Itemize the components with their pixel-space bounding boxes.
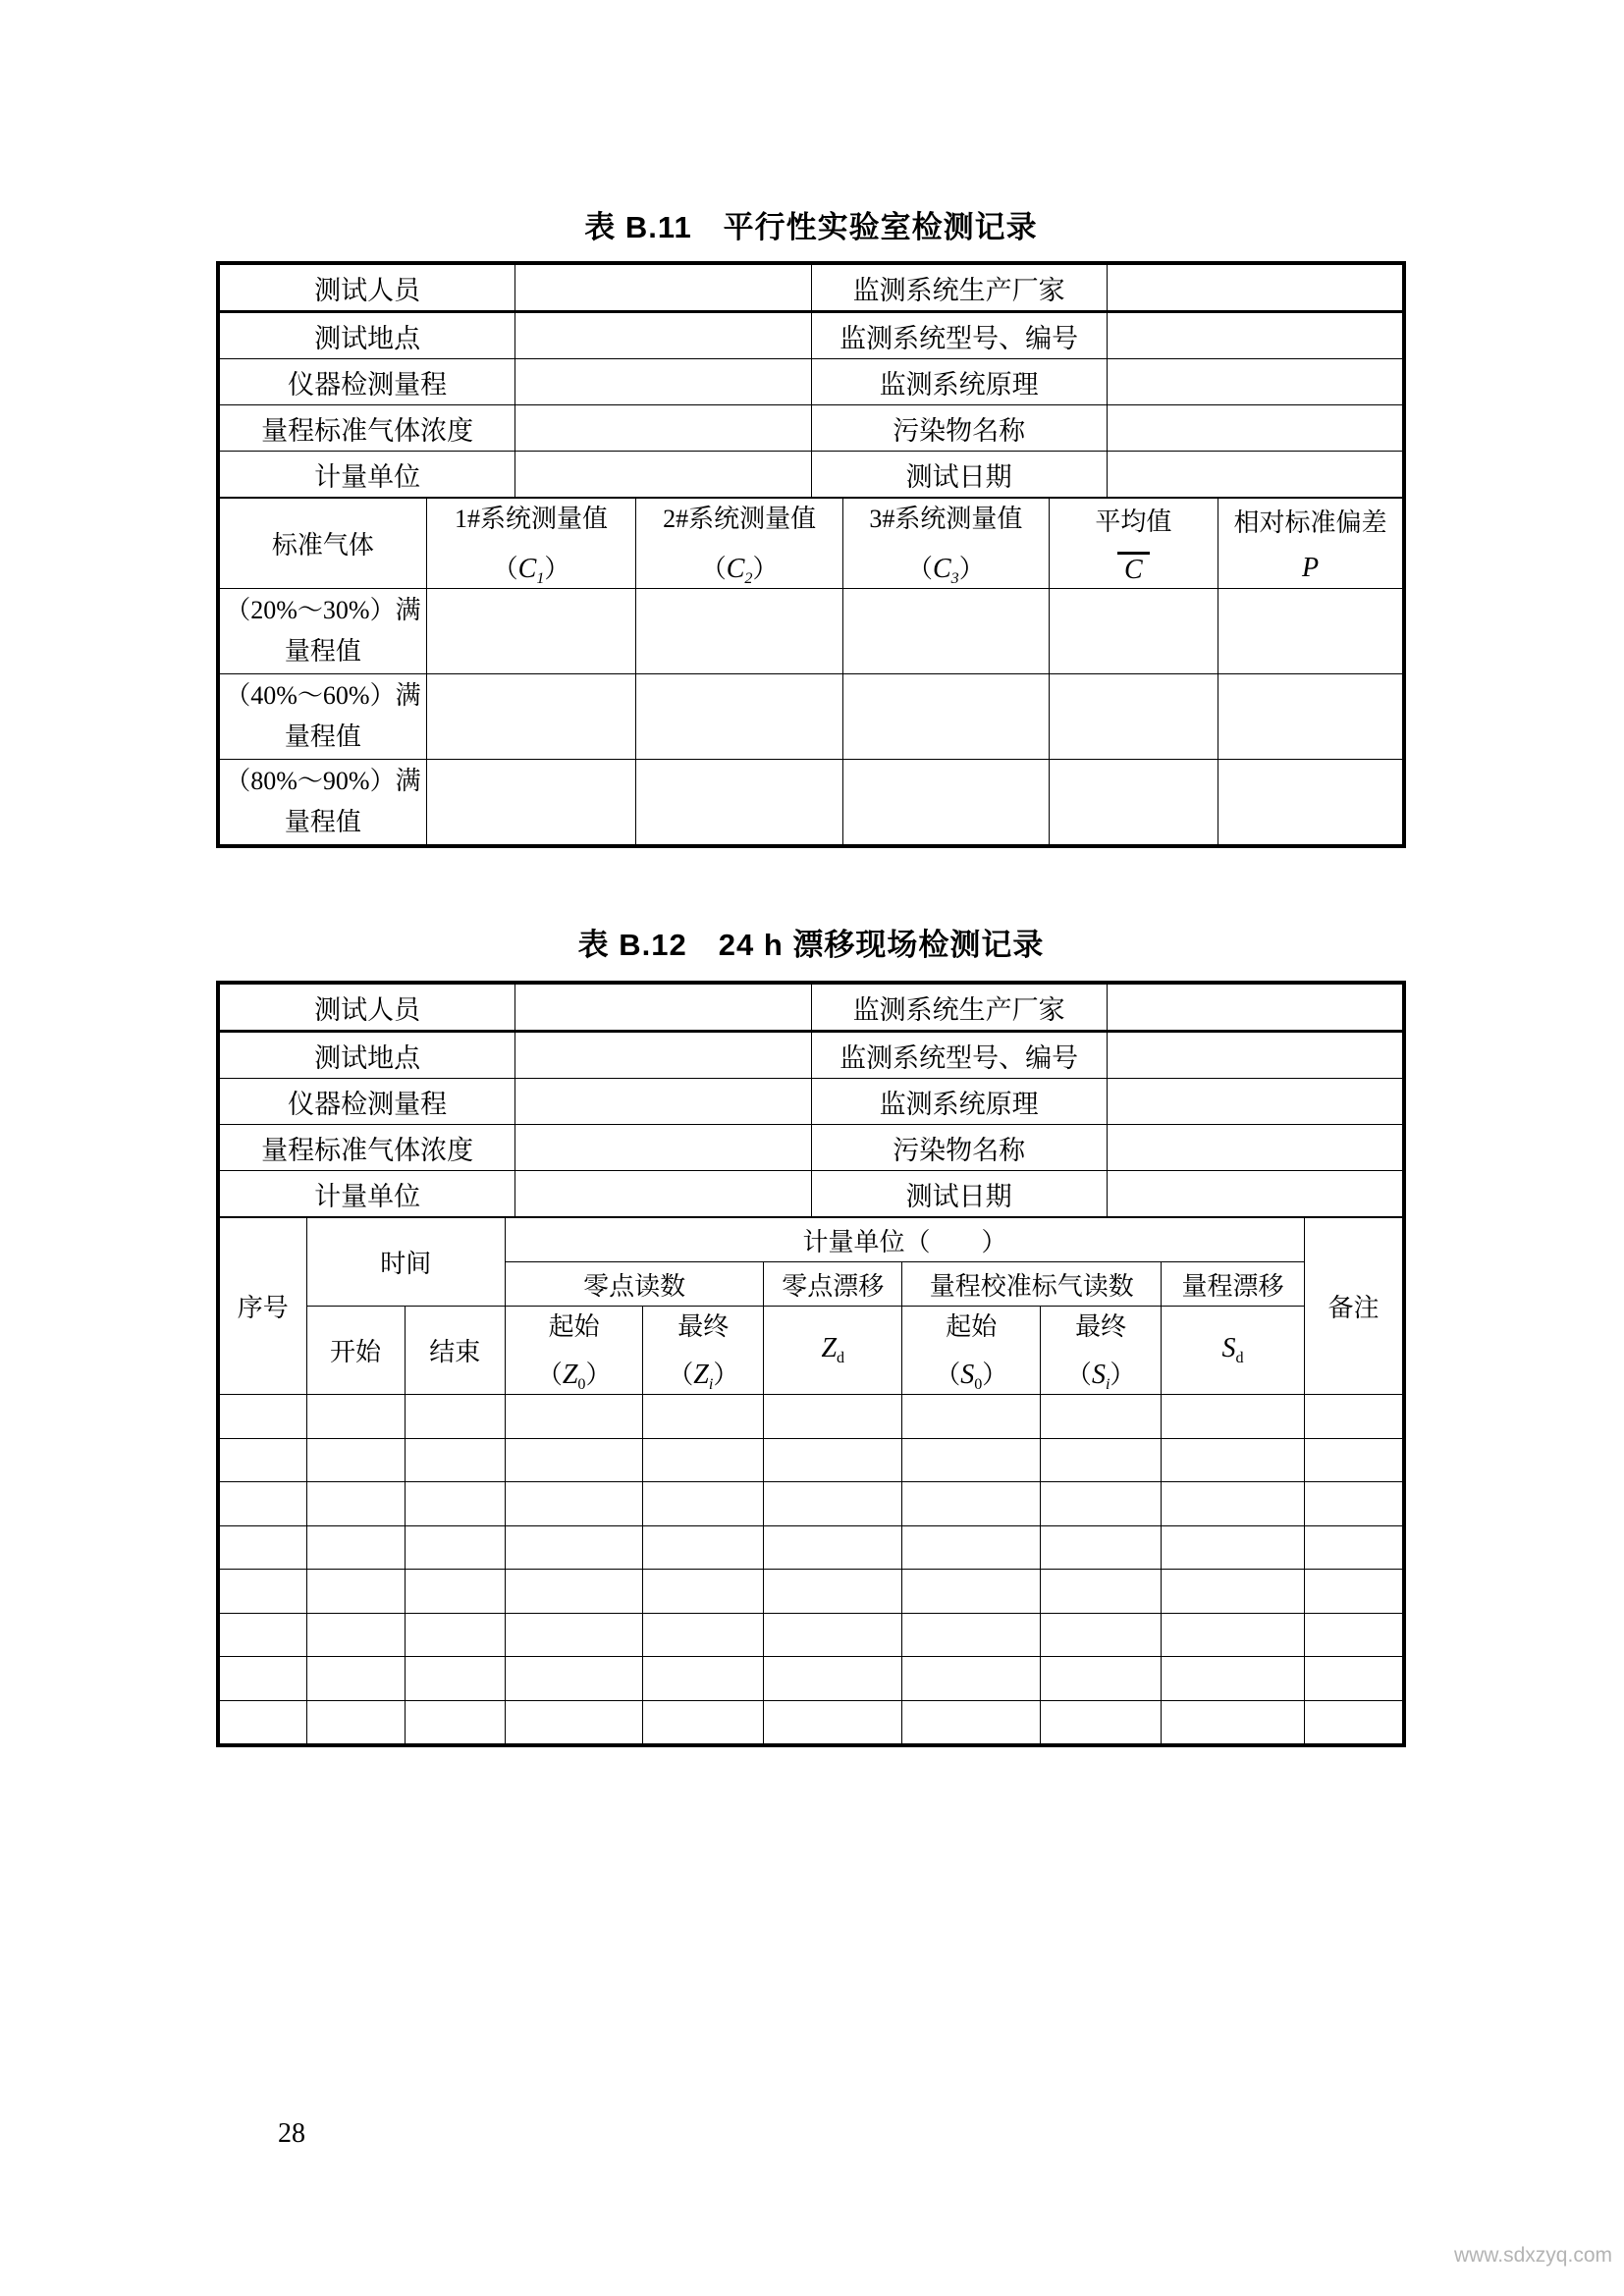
info-label: 测试日期 <box>811 1171 1107 1217</box>
table-row <box>220 1171 1403 1217</box>
header-average: 平均值 C <box>1049 499 1218 589</box>
data-cell <box>1304 1613 1402 1657</box>
data-cell <box>764 1395 902 1439</box>
header-relative-std-deviation: 相对标准偏差 P <box>1218 499 1403 589</box>
data-cell <box>1041 1525 1162 1570</box>
data-cell <box>220 1700 307 1744</box>
info-value-cell <box>1107 405 1402 452</box>
info-value-cell <box>1107 452 1402 498</box>
table-b11 <box>216 261 1406 848</box>
table-row <box>220 1570 1403 1614</box>
header-span-drift: 量程漂移 <box>1162 1262 1305 1307</box>
info-value-cell <box>1107 312 1402 359</box>
header-sys1-measured: 1#系统测量值 $(C_1)$ <box>426 499 635 589</box>
info-label: 监测系统型号、编号 <box>811 1032 1107 1079</box>
header-span-reading: 量程校准标气读数 <box>902 1262 1162 1307</box>
table-row <box>220 1613 1403 1657</box>
data-cell <box>405 1438 505 1482</box>
data-cell <box>1162 1570 1305 1614</box>
table-header-row <box>220 1307 1403 1395</box>
data-cell <box>764 1438 902 1482</box>
row-label-20-30-span: （20%～30%）满 量程值 <box>220 589 427 674</box>
data-cell <box>426 760 635 845</box>
header-sys3-measured: 3#系统测量值 $(C_3)$ <box>843 499 1050 589</box>
header-std-gas: 标准气体 <box>220 499 427 589</box>
data-cell <box>1304 1438 1402 1482</box>
table-row <box>220 452 1403 498</box>
data-cell <box>405 1482 505 1526</box>
data-cell <box>1218 674 1403 760</box>
data-cell <box>405 1613 505 1657</box>
data-cell <box>843 674 1050 760</box>
table-row <box>220 1032 1403 1079</box>
table-row <box>220 265 1403 312</box>
info-label: 测试日期 <box>811 452 1107 498</box>
data-cell <box>764 1657 902 1701</box>
info-value-cell <box>515 1171 811 1217</box>
data-cell <box>1218 589 1403 674</box>
data-cell <box>505 1657 642 1701</box>
c-bar-symbol: C <box>1117 552 1150 584</box>
data-cell <box>643 1438 764 1482</box>
data-cell <box>1049 760 1218 845</box>
data-cell <box>764 1613 902 1657</box>
data-cell <box>643 1570 764 1614</box>
header-start: 开始 <box>306 1307 405 1395</box>
data-cell <box>220 1482 307 1526</box>
data-cell <box>505 1700 642 1744</box>
data-cell <box>902 1482 1041 1526</box>
data-cell <box>405 1395 505 1439</box>
info-value-cell <box>515 985 811 1032</box>
data-cell <box>1041 1613 1162 1657</box>
data-cell <box>405 1657 505 1701</box>
info-label: 测试人员 <box>220 985 515 1032</box>
row-label-40-60-span: （40%～60%）满 量程值 <box>220 674 427 760</box>
info-label: 监测系统生产厂家 <box>811 265 1107 312</box>
data-cell <box>220 1525 307 1570</box>
data-cell <box>426 589 635 674</box>
data-cell <box>1041 1570 1162 1614</box>
table-row <box>220 1525 1403 1570</box>
info-label: 量程标准气体浓度 <box>220 1125 515 1171</box>
data-cell <box>902 1438 1041 1482</box>
data-cell <box>643 1657 764 1701</box>
info-label: 监测系统原理 <box>811 359 1107 405</box>
header-span-initial: 起始 $(S_0)$ <box>902 1307 1041 1395</box>
table-row <box>220 1395 1403 1439</box>
data-cell <box>1162 1482 1305 1526</box>
data-cell <box>1304 1657 1402 1701</box>
data-cell <box>220 1438 307 1482</box>
data-cell <box>306 1570 405 1614</box>
header-zero-initial: 起始 $(Z_0)$ <box>505 1307 642 1395</box>
data-cell <box>1041 1657 1162 1701</box>
data-cell <box>764 1482 902 1526</box>
data-cell <box>764 1570 902 1614</box>
header-zero-drift: 零点漂移 <box>764 1262 902 1307</box>
data-cell <box>505 1613 642 1657</box>
data-cell <box>1041 1482 1162 1526</box>
data-cell <box>306 1395 405 1439</box>
table-b12-drift-section <box>219 1217 1403 1744</box>
info-value-cell <box>1107 1171 1402 1217</box>
data-cell <box>636 674 843 760</box>
table-b11-measure-section <box>219 498 1403 845</box>
data-cell <box>220 1395 307 1439</box>
table-row <box>220 1482 1403 1526</box>
header-time: 时间 <box>306 1218 505 1307</box>
info-value-cell <box>515 265 811 312</box>
data-cell <box>1162 1438 1305 1482</box>
table-row <box>220 359 1403 405</box>
table-row <box>220 985 1403 1032</box>
data-cell <box>505 1525 642 1570</box>
table-header-row <box>220 1218 1403 1262</box>
data-cell <box>1049 674 1218 760</box>
data-cell <box>902 1700 1041 1744</box>
data-cell <box>902 1613 1041 1657</box>
data-cell <box>220 1613 307 1657</box>
data-cell <box>220 1570 307 1614</box>
header-zero-reading: 零点读数 <box>505 1262 763 1307</box>
data-cell <box>636 760 843 845</box>
table-row <box>220 760 1403 845</box>
data-cell <box>902 1525 1041 1570</box>
table-row <box>220 1657 1403 1701</box>
data-cell <box>505 1482 642 1526</box>
data-cell <box>902 1657 1041 1701</box>
data-cell <box>636 589 843 674</box>
data-cell <box>643 1525 764 1570</box>
data-cell <box>643 1482 764 1526</box>
data-cell <box>1304 1700 1402 1744</box>
table-b12-title: 表 B.12 24 h 漂移现场检测记录 <box>577 928 1045 962</box>
data-cell <box>405 1525 505 1570</box>
info-value-cell <box>1107 1125 1402 1171</box>
info-label: 测试地点 <box>220 1032 515 1079</box>
data-cell <box>1304 1570 1402 1614</box>
data-cell <box>405 1570 505 1614</box>
info-label: 测试人员 <box>220 265 515 312</box>
header-sys2-measured: 2#系统测量值 $(C_2)$ <box>636 499 843 589</box>
header-unit: 计量单位（ ） <box>505 1218 1304 1262</box>
info-value-cell <box>515 1032 811 1079</box>
data-cell <box>306 1613 405 1657</box>
data-cell <box>306 1657 405 1701</box>
info-value-cell <box>515 405 811 452</box>
info-value-cell <box>1107 359 1402 405</box>
info-label: 污染物名称 <box>811 1125 1107 1171</box>
data-cell <box>505 1438 642 1482</box>
data-cell <box>1162 1395 1305 1439</box>
header-zd: $Z_d$ <box>764 1307 902 1395</box>
table-b11-title: 表 B.11 平行性实验室检测记录 <box>584 210 1038 244</box>
data-cell <box>1304 1482 1402 1526</box>
row-label-80-90-span: （80%～90%）满 量程值 <box>220 760 427 845</box>
table-row <box>220 1125 1403 1171</box>
info-label: 计量单位 <box>220 1171 515 1217</box>
info-value-cell <box>1107 985 1402 1032</box>
data-cell <box>220 1657 307 1701</box>
data-cell <box>1049 589 1218 674</box>
data-cell <box>505 1570 642 1614</box>
table-b11-info-section <box>219 264 1403 498</box>
header-span-final: 最终 $(S_i)$ <box>1041 1307 1162 1395</box>
info-value-cell <box>515 1079 811 1125</box>
table-row <box>220 1079 1403 1125</box>
data-cell <box>1162 1700 1305 1744</box>
data-cell <box>426 674 635 760</box>
header-sd: $S_d$ <box>1162 1307 1305 1395</box>
header-remark: 备注 <box>1304 1218 1402 1395</box>
info-label: 测试地点 <box>220 312 515 359</box>
table-row <box>220 312 1403 359</box>
data-cell <box>902 1395 1041 1439</box>
info-value-cell <box>515 1125 811 1171</box>
header-zero-final: 最终 $(Z_i)$ <box>643 1307 764 1395</box>
table-row <box>220 1700 1403 1744</box>
data-cell <box>843 589 1050 674</box>
info-value-cell <box>1107 1032 1402 1079</box>
info-label: 污染物名称 <box>811 405 1107 452</box>
info-label: 计量单位 <box>220 452 515 498</box>
data-cell <box>764 1700 902 1744</box>
info-value-cell <box>515 452 811 498</box>
table-b12 <box>216 981 1406 1747</box>
table-row <box>220 589 1403 674</box>
info-label: 监测系统生产厂家 <box>811 985 1107 1032</box>
table-header-row <box>220 499 1403 589</box>
data-cell <box>1218 760 1403 845</box>
info-label: 量程标准气体浓度 <box>220 405 515 452</box>
data-cell <box>306 1525 405 1570</box>
data-cell <box>1304 1395 1402 1439</box>
data-cell <box>1162 1613 1305 1657</box>
info-label: 监测系统型号、编号 <box>811 312 1107 359</box>
data-cell <box>1041 1438 1162 1482</box>
info-value-cell <box>1107 1079 1402 1125</box>
table-b12-info-section <box>219 984 1403 1217</box>
info-label: 仪器检测量程 <box>220 1079 515 1125</box>
data-cell <box>505 1395 642 1439</box>
data-cell <box>1304 1525 1402 1570</box>
data-cell <box>764 1525 902 1570</box>
info-value-cell <box>1107 265 1402 312</box>
watermark: www.sdxzyq.com <box>1453 2244 1612 2267</box>
info-value-cell <box>515 312 811 359</box>
table-row <box>220 1438 1403 1482</box>
header-end: 结束 <box>405 1307 505 1395</box>
data-cell <box>643 1395 764 1439</box>
data-cell <box>1162 1525 1305 1570</box>
page-number: 28 <box>278 2118 305 2149</box>
table-row <box>220 674 1403 760</box>
info-value-cell <box>515 359 811 405</box>
header-seq: 序号 <box>220 1218 307 1395</box>
data-cell <box>1162 1657 1305 1701</box>
data-cell <box>306 1438 405 1482</box>
data-cell <box>306 1482 405 1526</box>
data-cell <box>405 1700 505 1744</box>
data-cell <box>843 760 1050 845</box>
data-cell <box>1041 1395 1162 1439</box>
data-cell <box>902 1570 1041 1614</box>
data-cell <box>643 1700 764 1744</box>
data-cell <box>1041 1700 1162 1744</box>
data-cell <box>306 1700 405 1744</box>
data-cell <box>643 1613 764 1657</box>
table-row <box>220 405 1403 452</box>
info-label: 监测系统原理 <box>811 1079 1107 1125</box>
info-label: 仪器检测量程 <box>220 359 515 405</box>
